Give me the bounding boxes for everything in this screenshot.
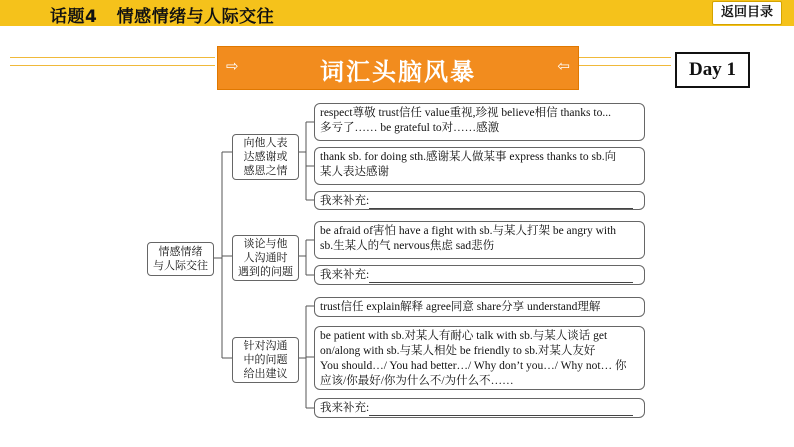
label-line: 给出建议 <box>243 367 288 380</box>
label-line: 中的问题 <box>243 353 288 366</box>
label-line: 人沟通时 <box>243 251 288 264</box>
label-line: 感恩之情 <box>243 164 288 177</box>
label-line: 达感谢或 <box>243 150 288 163</box>
vocab-line: be afraid of害怕 have a fight with sb.与某人打架 be angry with <box>320 225 617 237</box>
branch-label-thanks <box>232 134 299 180</box>
vocab-line: thank sb. for doing sth.感谢某人做某事 express thanks to sb.向 <box>320 151 617 163</box>
arrow-right-icon: ⇨ <box>226 57 239 75</box>
banner-title: 词汇头脑风暴 <box>320 58 476 86</box>
label-line: 针对沟通 <box>243 339 288 352</box>
supplement-box[interactable] <box>314 265 645 285</box>
branch-label-problems <box>232 235 299 281</box>
vocab-box <box>314 297 645 317</box>
supplement-box[interactable] <box>314 191 645 210</box>
vocab-box <box>314 326 645 390</box>
supplement-blank[interactable] <box>369 404 633 416</box>
vocab-box <box>314 147 645 185</box>
supplement-label: 我来补充: <box>320 195 370 207</box>
branch-label-advice <box>232 337 299 383</box>
label-line: 向他人表 <box>243 136 288 149</box>
vocab-line: on/along with sb.与某人相处 be friendly to sb.对某人友好 <box>320 345 596 357</box>
supplement-blank[interactable] <box>369 271 633 283</box>
supplement-blank[interactable] <box>369 197 633 209</box>
label-line: 遇到的问题 <box>238 265 293 278</box>
vocab-line: You should…/ You had better…/ Why don’t you…/ Why not… 你 <box>320 360 627 372</box>
vocab-line: 某人表达感谢 <box>320 166 389 178</box>
vocab-line: sb.生某人的气 nervous焦虑 sad悲伤 <box>320 240 495 252</box>
vocab-line: respect尊敬 trust信任 value重视,珍视 believe相信 thanks to... <box>320 107 611 119</box>
vocab-line: trust信任 explain解释 agree同意 share分享 understand理解 <box>320 301 601 313</box>
supplement-label: 我来补充: <box>320 269 370 281</box>
label-line: 谈论与他 <box>243 237 288 250</box>
vocab-line: 多亏了…… be grateful to对……感激 <box>320 122 500 134</box>
arrow-left-icon: ⇦ <box>557 57 570 75</box>
day-badge: Day 1 <box>675 52 750 88</box>
supplement-label: 我来补充: <box>320 402 370 414</box>
back-to-contents-button[interactable]: 返回目录 <box>712 1 782 25</box>
topic-title: 话题4 情感情绪与人际交往 <box>50 7 275 27</box>
vocab-line: 应该/你最好/你为什么不/为什么不…… <box>320 375 514 387</box>
supplement-box[interactable] <box>314 398 645 418</box>
root-line-1: 情感情绪 <box>158 245 203 258</box>
vocab-box <box>314 103 645 141</box>
root-node <box>147 242 214 276</box>
root-line-2: 与人际交往 <box>153 259 208 272</box>
vocab-line: be patient with sb.对某人有耐心 talk with sb.与某人谈话 get <box>320 330 608 342</box>
vocab-box <box>314 221 645 259</box>
